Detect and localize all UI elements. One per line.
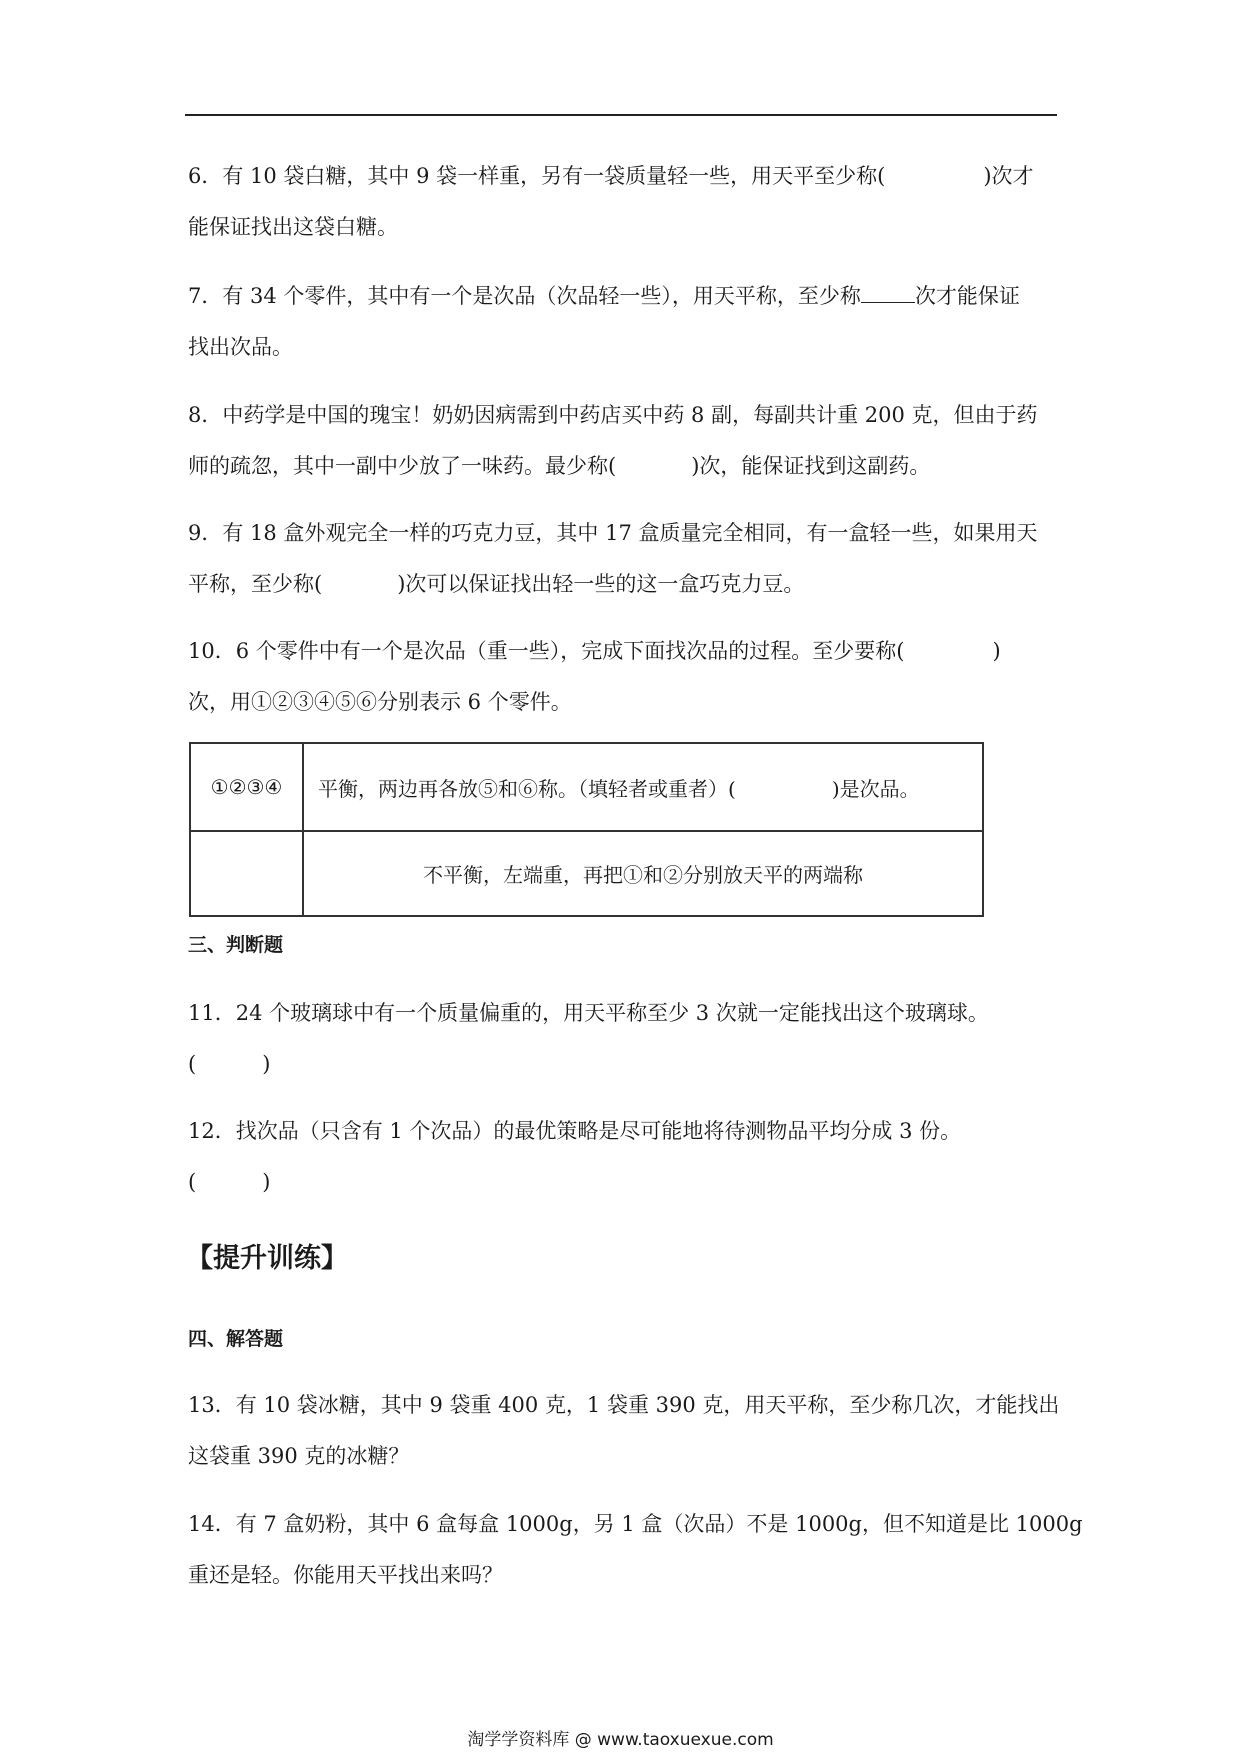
q6-text-a: 6．有 10 袋白糖，其中 9 袋一样重，另有一袋质量轻一些，用天平至少称(: [188, 164, 886, 188]
q7-text-a: 7．有 34 个零件，其中有一个是次品（次品轻一些），用天平称，至少称: [188, 284, 861, 308]
footer-watermark: 淘学学资料库 @ www.taoxuexue.com: [467, 1730, 774, 1750]
question-13-line-2: 这袋重 390 克的冰糖？: [188, 1444, 410, 1468]
question-12-answer-paren: [188, 1157, 1056, 1208]
question-13-line-1: 13．有 10 袋冰糖，其中 9 袋重 400 克，1 袋重 390 克，用天平称，至少称几次，才能找出: [188, 1393, 1060, 1417]
table-row: [190, 743, 983, 831]
question-10-line-1: [188, 626, 1056, 677]
improvement-training-heading: 【提升训练】: [186, 1243, 348, 1274]
question-8-line-1: 8．中药学是中国的瑰宝！奶奶因病需到中药店买中药 8 副，每副共计重 200 克，但由于药: [188, 403, 1038, 427]
question-6-line-2: 能保证找出这袋白糖。: [188, 215, 398, 239]
q9-text-a: 平称，至少称(: [188, 572, 323, 596]
question-14-line-2: 重还是轻。你能用天平找出来吗？: [188, 1563, 503, 1587]
q7-answer-blank: [861, 282, 915, 303]
q6-text-b: )次才: [983, 164, 1034, 188]
question-7-line-2: 找出次品。: [188, 335, 293, 359]
paren-open: (: [188, 1052, 197, 1076]
weighing-process-table: [189, 742, 984, 917]
question-14-line-1: 14．有 7 盒奶粉，其中 6 盒每盒 1000g，另 1 盒（次品）不是 1000g，但不知道是比 1000g: [188, 1512, 1083, 1536]
question-9-line-2: [188, 559, 1056, 610]
table-row: [190, 831, 983, 916]
section-judgement-title: 三、判断题: [188, 934, 284, 956]
paren-close: ): [262, 1052, 271, 1076]
question-8-line-2: [188, 441, 1056, 492]
balanced-text-b: )是次品。: [831, 776, 920, 801]
table-cell-empty: [190, 831, 303, 916]
q7-text-b: 次才能保证: [914, 284, 1020, 308]
q8-text-a: 师的疏忽，其中一副中少放了一味药。最少称(: [188, 454, 617, 478]
question-7-line-1: [188, 271, 1056, 322]
question-12-line-1: 12．找次品（只含有 1 个次品）的最优策略是尽可能地将待测物品平均分成 3 份。: [188, 1119, 962, 1143]
question-11-answer-paren: [188, 1039, 1056, 1090]
paren-close: ): [262, 1170, 271, 1194]
header-rule: [185, 114, 1057, 116]
q8-text-b: )次，能保证找到这副药。: [691, 454, 931, 478]
question-9-line-1: 9．有 18 盒外观完全一样的巧克力豆，其中 17 盒质量完全相同，有一盒轻一些，如果用天: [188, 521, 1038, 545]
question-6-line-1: [188, 151, 1056, 202]
q10-text-b: ): [992, 639, 1001, 663]
table-cell-balanced: [303, 743, 983, 831]
q10-text-a: 10．6 个零件中有一个是次品（重一些），完成下面找次品的过程。至少要称(: [188, 639, 905, 663]
q9-text-b: )次可以保证找出轻一些的这一盒巧克力豆。: [397, 572, 805, 596]
paren-open: (: [188, 1170, 197, 1194]
table-cell-groups: ①②③④: [190, 743, 303, 831]
section-answer-title: 四、解答题: [188, 1328, 284, 1350]
question-11-line-1: 11．24 个玻璃球中有一个质量偏重的，用天平称至少 3 次就一定能找出这个玻璃球。: [188, 1001, 989, 1025]
table-cell-unbalanced: 不平衡，左端重，再把①和②分别放天平的两端称: [303, 831, 983, 916]
question-10-line-2: 次，用①②③④⑤⑥分别表示 6 个零件。: [188, 690, 572, 714]
balanced-text-a: 平衡，两边再各放⑤和⑥称。（填轻者或重者）(: [318, 776, 736, 801]
